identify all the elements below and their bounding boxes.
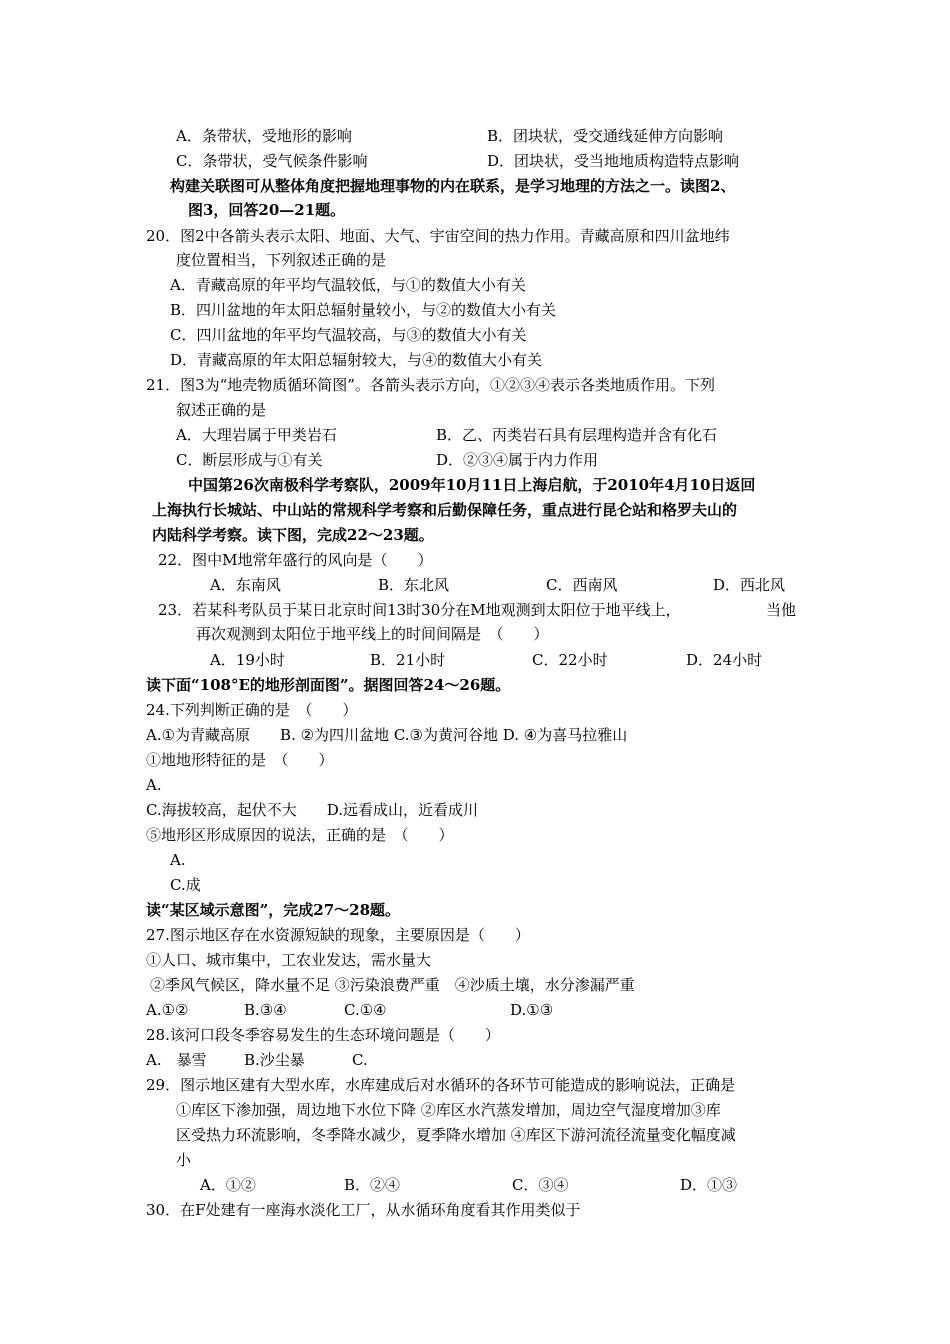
intro-22-23-line2: 上海执行长城站、中山站的常规科学考察和后勤保障任务，重点进行昆仑站和格罗夫山的 — [152, 501, 738, 519]
intro-20-21-line2: 图3，回答20—21题。 — [188, 201, 346, 219]
q19-option-d: D．团块状，受当地地质构造特点影响 — [487, 152, 740, 170]
q27-option-c: C.①④ — [344, 1001, 387, 1019]
q29-option-c: C．③④ — [512, 1176, 569, 1194]
q27-option-a: A.①② — [146, 1001, 189, 1019]
q28-option-b: B.沙尘暴 — [244, 1051, 305, 1069]
q26-option-a: A. — [170, 851, 186, 869]
q24-stem: 24.下列判断正确的是 （ ） — [146, 701, 358, 719]
q27-statement-1: ①人口、城市集中，工农业发达，需水量大 — [146, 951, 432, 969]
q27-statement-2: ②季风气候区，降水量不足 ③污染浪费严重 ④沙质土壤，水分渗漏严重 — [150, 976, 635, 994]
q23-option-c: C．22小时 — [532, 651, 608, 669]
q28-stem: 28.该河口段冬季容易发生的生态环境问题是（ ） — [146, 1026, 500, 1044]
q23-stem-line1: 23．若某科考队员于某日北京时间13时30分在M地观测到太阳位于地平线上， — [158, 601, 681, 619]
q19-option-a: A．条带状，受地形的影响 — [176, 127, 352, 145]
q19-option-b: B．团块状，受交通线延伸方向影响 — [487, 127, 724, 145]
q29-statement-3: 小 — [176, 1151, 192, 1169]
intro-22-23-line1: 中国第26次南极科学考察队，2009年10月11日上海启航，于2010年4月10日返回 — [188, 476, 756, 494]
q21-stem-line2: 叙述正确的是 — [176, 401, 267, 419]
q26-stem: ⑤地形区形成原因的说法，正确的是 （ ） — [146, 826, 454, 844]
intro-27-28: 读“某区域示意图”，完成27～28题。 — [146, 901, 401, 919]
q21-option-d: D．②③④属于内力作用 — [436, 451, 599, 469]
q23-stem-line1-end: 当他 — [766, 601, 797, 619]
q21-option-c: C．断层形成与①有关 — [176, 451, 323, 469]
q29-option-a: A．①② — [200, 1176, 256, 1194]
q20-option-d: D．青藏高原的年太阳总辐射较大，与④的数值大小有关 — [170, 351, 543, 369]
q20-option-c: C．四川盆地的年平均气温较高，与③的数值大小有关 — [170, 326, 527, 344]
q20-stem-line2: 度位置相当，下列叙述正确的是 — [176, 251, 387, 269]
q23-option-a: A．19小时 — [210, 651, 285, 669]
q20-option-b: B．四川盆地的年太阳总辐射量较小，与②的数值大小有关 — [170, 301, 557, 319]
q27-option-b: B.③④ — [244, 1001, 287, 1019]
q29-statement-2: 区受热力环流影响，冬季降水减少，夏季降水增加 ④库区下游河流径流量变化幅度减 — [176, 1126, 736, 1144]
intro-24-26: 读下面“108°E的地形剖面图”。据图回答24～26题。 — [146, 676, 511, 694]
q26-option-c: C.成 — [170, 876, 201, 894]
q28-option-a: A. 暴雪 — [146, 1051, 207, 1069]
intro-22-23-line3: 内陆科学考察。读下图，完成22～23题。 — [152, 526, 434, 544]
q21-option-b: B．乙、丙类岩石具有层理构造并含有化石 — [436, 426, 718, 444]
q25-option-cd: C.海拔较高，起伏不大 D.远看成山，近看成川 — [146, 801, 478, 819]
q22-option-c: C．西南风 — [546, 576, 618, 594]
q22-option-d: D．西北风 — [713, 576, 786, 594]
q21-option-a: A．大理岩属于甲类岩石 — [176, 426, 337, 444]
q22-stem: 22．图中M地常年盛行的风向是（ ） — [158, 551, 433, 569]
intro-20-21-line1: 构建关联图可从整体角度把握地理事物的内在联系，是学习地理的方法之一。读图2、 — [170, 177, 736, 195]
q23-option-d: D．24小时 — [686, 651, 763, 669]
q27-stem: 27.图示地区存在水资源短缺的现象，主要原因是（ ） — [146, 926, 530, 944]
q20-option-a: A．青藏高原的年平均气温较低，与①的数值大小有关 — [170, 276, 526, 294]
q29-option-d: D．①③ — [680, 1176, 738, 1194]
q20-stem-line1: 20．图2中各箭头表示太阳、地面、大气、宇宙空间的热力作用。青藏高原和四川盆地纬 — [146, 227, 730, 245]
q19-option-c: C．条带状，受气候条件影响 — [176, 152, 368, 170]
q30-stem: 30．在F处建有一座海水淡化工厂，从水循环角度看其作用类似于 — [146, 1201, 581, 1219]
q23-stem-line2: 再次观测到太阳位于地平线上的时间间隔是 （ ） — [196, 625, 549, 643]
q22-option-a: A．东南风 — [210, 576, 281, 594]
q29-statement-1: ①库区下渗加强，周边地下水位下降 ②库区水汽蒸发增加，周边空气湿度增加③库 — [176, 1101, 721, 1119]
q23-option-b: B．21小时 — [370, 651, 446, 669]
q27-option-d: D.①③ — [510, 1001, 554, 1019]
q29-option-b: B．②④ — [344, 1176, 401, 1194]
q28-option-c: C. — [352, 1051, 368, 1069]
q29-stem: 29．图示地区建有大型水库，水库建成后对水循环的各环节可能造成的影响说法，正确是 — [146, 1076, 736, 1094]
q25-stem: ①地地形特征的是 （ ） — [146, 751, 334, 769]
q21-stem-line1: 21．图3为“地壳物质循环简图”。各箭头表示方向，①②③④表示各类地质作用。下列 — [146, 376, 715, 394]
q25-option-a: A. — [146, 776, 162, 794]
q22-option-b: B．东北风 — [378, 576, 450, 594]
q24-options: A.①为青藏高原 B. ②为四川盆地 C.③为黄河谷地 D. ④为喜马拉雅山 — [146, 726, 628, 744]
